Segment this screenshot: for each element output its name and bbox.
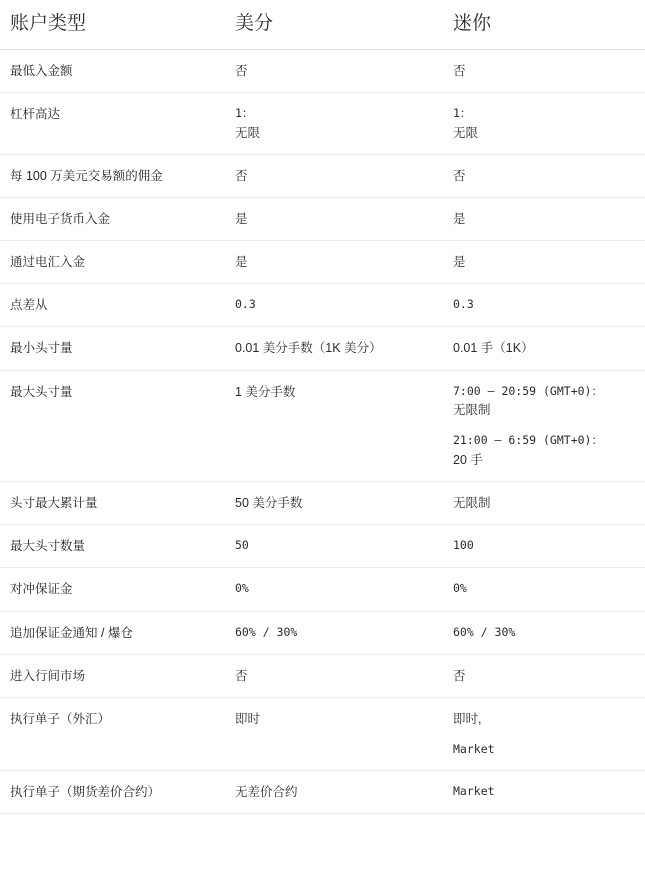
cell-mini [443, 198, 645, 241]
value-line: 1： [453, 106, 472, 121]
row-label: 每 100 万美元交易额的佣金 [0, 154, 225, 197]
value-line: 无限 [235, 125, 261, 140]
table-row [0, 568, 645, 611]
table-row [0, 482, 645, 525]
row-label: 执行单子（期货差价合约） [0, 770, 225, 813]
table-header [0, 0, 645, 50]
cell-value [235, 494, 433, 512]
cell-value [235, 624, 433, 641]
value-line: 即时, [453, 711, 482, 726]
cell-mini [443, 154, 645, 197]
value-line: 即时 [235, 711, 261, 726]
cell-value [235, 167, 433, 185]
value-line: 0% [235, 581, 249, 596]
table-header-row [0, 0, 645, 50]
row-label: 点差从 [0, 284, 225, 327]
cell-value [235, 253, 433, 271]
row-label: 最大头寸量 [0, 370, 225, 482]
value-line: Market [453, 783, 495, 798]
value-line: 否 [453, 668, 466, 683]
value-line: 否 [235, 668, 248, 683]
cell-cent [225, 241, 443, 284]
cell-cent [225, 327, 443, 370]
cell-mini [443, 770, 645, 813]
cell-mini [443, 568, 645, 611]
column-header-cent: 美分 [225, 0, 443, 50]
cell-value [453, 494, 635, 512]
value-line: 无限制 [453, 496, 491, 511]
cell-mini [443, 611, 645, 654]
value-line: 否 [235, 64, 248, 78]
value-line: 50 [235, 538, 249, 553]
cell-mini [443, 241, 645, 284]
value-line: 无差价合约 [235, 784, 298, 799]
cell-mini [443, 654, 645, 697]
row-label: 对冲保证金 [0, 568, 225, 611]
value-line: 1 美分手数 [235, 384, 296, 399]
cell-value [235, 783, 433, 801]
value-line: 否 [235, 168, 248, 183]
value-line: 1： [235, 106, 254, 121]
value-line: 0.3 [235, 297, 256, 312]
row-label: 最小头寸量 [0, 327, 225, 370]
cell-value [235, 339, 433, 357]
cell-value [453, 710, 635, 728]
table-row [0, 198, 645, 241]
cell-value [453, 580, 635, 597]
table-row [0, 284, 645, 327]
table-row [0, 770, 645, 813]
table-body [0, 50, 645, 814]
cell-value [235, 383, 433, 401]
value-line: 是 [453, 255, 466, 270]
value-line: 是 [453, 212, 466, 227]
cell-value [453, 253, 635, 271]
cell-cent [225, 525, 443, 568]
cell-value [235, 296, 433, 313]
row-label: 执行单子（外汇） [0, 697, 225, 770]
table-row [0, 241, 645, 284]
row-label: 进入行间市场 [0, 654, 225, 697]
value-line: 0.01 手（1K） [453, 341, 534, 356]
cell-value [235, 62, 433, 80]
cell-value [453, 62, 635, 80]
cell-cent [225, 50, 443, 93]
cell-value [453, 783, 635, 800]
cell-value [453, 167, 635, 185]
value-line: 无限制 [453, 403, 491, 418]
cell-cent [225, 654, 443, 697]
cell-cent [225, 154, 443, 197]
cell-mini [443, 697, 645, 770]
cell-value [235, 210, 433, 228]
cell-mini [443, 525, 645, 568]
cell-cent [225, 482, 443, 525]
cell-cent [225, 198, 443, 241]
value-line: 0.3 [453, 297, 474, 312]
cell-cent [225, 93, 443, 155]
cell-mini [443, 284, 645, 327]
value-line: 无限 [453, 125, 479, 140]
cell-value [453, 432, 635, 469]
row-label: 最低入金额 [0, 50, 225, 93]
cell-value [453, 339, 635, 357]
cell-mini [443, 370, 645, 482]
value-line: 60% / 30% [235, 624, 298, 639]
value-line: 否 [453, 168, 466, 183]
row-label: 通过电汇入金 [0, 241, 225, 284]
table-row [0, 327, 645, 370]
table-row [0, 525, 645, 568]
value-line: 7:00 – 20:59 (GMT+0)： [453, 383, 603, 398]
table-row [0, 50, 645, 93]
value-line: 是 [235, 212, 248, 227]
value-line: 50 美分手数 [235, 496, 303, 511]
value-line: 是 [235, 255, 248, 270]
cell-value [453, 741, 635, 758]
cell-cent [225, 611, 443, 654]
row-label: 追加保证金通知 / 爆仓 [0, 611, 225, 654]
cell-value [453, 296, 635, 313]
cell-value [235, 580, 433, 597]
row-label: 最大头寸数量 [0, 525, 225, 568]
cell-cent [225, 370, 443, 482]
table-row [0, 697, 645, 770]
value-line: 0.01 美分手数（1K 美分） [235, 341, 382, 356]
table-row [0, 611, 645, 654]
cell-value [453, 383, 635, 420]
value-line: 100 [453, 538, 474, 553]
cell-cent [225, 697, 443, 770]
value-line: Market [453, 741, 495, 756]
cell-mini [443, 482, 645, 525]
cell-cent [225, 284, 443, 327]
column-header-account-type: 账户类型 [0, 0, 225, 50]
cell-value [235, 537, 433, 554]
cell-value [453, 105, 635, 142]
cell-value [453, 624, 635, 641]
cell-value [235, 667, 433, 685]
value-line: 0% [453, 581, 467, 596]
cell-value [453, 537, 635, 554]
cell-value [453, 210, 635, 228]
value-line: 20 手 [453, 453, 483, 468]
cell-cent [225, 770, 443, 813]
cell-value [453, 667, 635, 685]
cell-cent [225, 568, 443, 611]
table-row [0, 370, 645, 482]
cell-value [235, 710, 433, 728]
column-header-mini: 迷你 [443, 0, 645, 50]
row-label: 杠杆高达 [0, 93, 225, 155]
cell-value [235, 105, 433, 142]
table-row [0, 154, 645, 197]
cell-mini [443, 327, 645, 370]
row-label: 头寸最大累计量 [0, 482, 225, 525]
table-row [0, 93, 645, 155]
table-row [0, 654, 645, 697]
value-line: 21:00 – 6:59 (GMT+0)： [453, 433, 603, 448]
value-line: 否 [453, 64, 466, 78]
cell-mini [443, 93, 645, 155]
value-line: 60% / 30% [453, 624, 516, 639]
row-label: 使用电子货币入金 [0, 198, 225, 241]
cell-mini [443, 50, 645, 93]
